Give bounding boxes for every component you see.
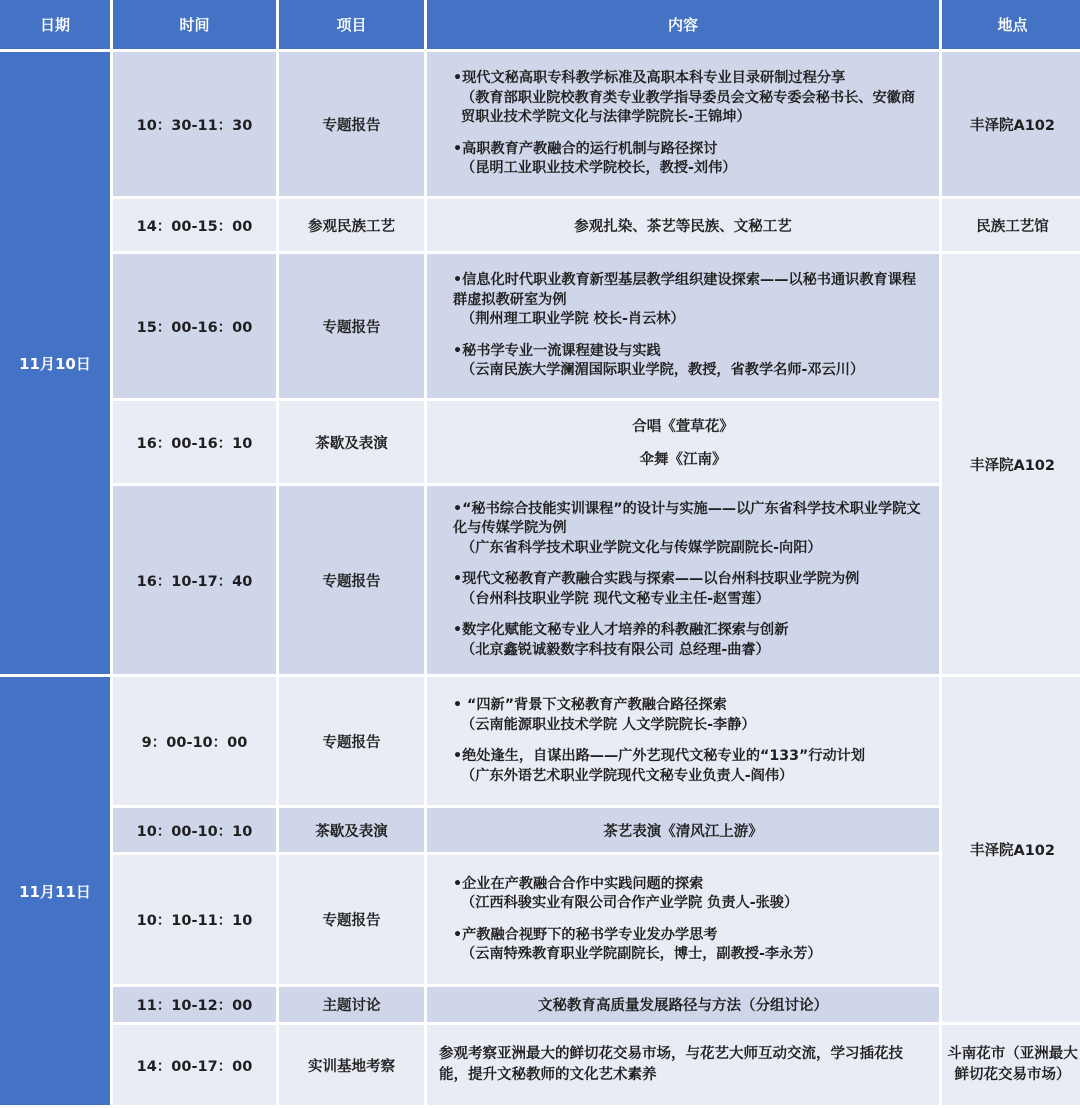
time-cell: 14：00-17：00 (113, 1025, 276, 1105)
talk-speaker: （北京鑫锐诚毅数字科技有限公司 总经理-曲睿） (461, 641, 770, 658)
time-cell: 10：30-11：30 (113, 52, 276, 196)
talk-speaker: （台州科技职业学院 现代文秘专业主任-赵雪莲） (461, 590, 770, 607)
time-cell: 16：00-16：10 (113, 401, 276, 483)
content-cell: 参观考察亚洲最大的鲜切花交易市场，与花艺大师互动交流，学习插花技能，提升文秘教师的文化艺术素养 (427, 1025, 939, 1105)
talk-item (453, 747, 865, 786)
talk-speaker: （江西科骏实业有限公司合作产业学院 负责人-张骏） (461, 895, 799, 911)
location-cell: 丰泽院A102 (942, 52, 1080, 196)
talk-speaker: （昆明工业职业技术学院校长，教授-刘伟） (461, 160, 737, 177)
talk-title: • “四新”背景下文秘教育产教融合路径探索 (453, 697, 727, 713)
talk-item (453, 875, 798, 914)
type-cell: 参观民族工艺 (279, 199, 424, 251)
talk-title: •高职教育产教融合的运行机制与路径探讨 (453, 140, 718, 157)
talk-item (453, 926, 822, 965)
talk-speaker: （云南民族大学澜湄国际职业学院，教授，省教学名师-邓云川） (461, 362, 865, 379)
talk-title: •信息化时代职业教育新型基层教学组织建设探索——以秘书通识教育课程群虚拟教研室为例 (453, 272, 917, 308)
talk-item (453, 140, 736, 179)
content-cell (427, 855, 939, 984)
talk-speaker: （广东省科学技术职业学院文化与传媒学院副院长-向阳） (461, 539, 822, 556)
type-cell: 专题报告 (279, 855, 424, 984)
talk-title: •企业在产教融合合作中实践问题的探索 (453, 875, 704, 892)
talk-item (453, 570, 859, 609)
location-cell: 民族工艺馆 (942, 199, 1080, 251)
type-cell: 专题报告 (279, 254, 424, 398)
content-cell: 文秘教育高质量发展路径与方法（分组讨论） (427, 987, 939, 1022)
content-cell (427, 52, 939, 196)
type-cell: 实训基地考察 (279, 1025, 424, 1105)
time-cell: 9：00-10：00 (113, 677, 276, 805)
content-cell (427, 677, 939, 805)
talk-speaker: （教育部职业院校教育类专业教学指导委员会文秘专委会秘书长、安徽商贸职业技术学院文化与法律学院院长-王锦坤） (461, 89, 916, 126)
type-cell: 茶歇及表演 (279, 401, 424, 483)
content-cell (427, 401, 939, 483)
talk-speaker: （云南特殊教育职业学院副院长，博士，副教授-李永芳） (461, 946, 822, 962)
date-cell-day2: 11月11日 (0, 677, 110, 1105)
time-cell: 15：00-16：00 (113, 254, 276, 398)
time-cell: 14：00-15：00 (113, 199, 276, 251)
type-cell: 专题报告 (279, 486, 424, 674)
content-cell (427, 254, 939, 398)
header-item: 项目 (279, 0, 424, 49)
time-cell: 10：00-10：10 (113, 808, 276, 852)
header-date: 日期 (0, 0, 110, 49)
talk-item (453, 271, 925, 330)
talk-speaker: （云南能源职业技术学院 人文学院院长-李静） (461, 716, 756, 733)
content-cell: 参观扎染、茶艺等民族、文秘工艺 (427, 199, 939, 251)
location-cell: 丰泽院A102 (942, 254, 1080, 674)
talk-title: •现代文秘教育产教融合实践与探索——以台州科技职业学院为例 (453, 571, 860, 588)
time-cell: 10：10-11：10 (113, 855, 276, 984)
header-time: 时间 (113, 0, 276, 49)
talk-item (453, 696, 756, 735)
talk-item (453, 342, 864, 381)
talk-speaker: （广东外语艺术职业学院现代文秘专业负责人-阎伟） (461, 767, 794, 784)
time-cell: 16：10-17：40 (113, 486, 276, 674)
talk-title: •数字化赋能文秘专业人才培养的科教融汇探索与创新 (453, 622, 789, 639)
type-cell: 专题报告 (279, 52, 424, 196)
header-content: 内容 (427, 0, 939, 49)
type-cell: 专题报告 (279, 677, 424, 805)
content-cell: 茶艺表演《清风江上游》 (427, 808, 939, 852)
date-cell-day1: 11月10日 (0, 52, 110, 674)
time-cell: 11：10-12：00 (113, 987, 276, 1022)
location-cell: 斗南花市（亚洲最大鲜切花交易市场） (942, 1025, 1080, 1105)
talk-title: •现代文秘高职专科教学标准及高职本科专业目录研制过程分享 (453, 70, 846, 87)
talk-item (453, 621, 788, 660)
talk-item (453, 500, 925, 559)
talk-title: •秘书学专业一流课程建设与实践 (453, 342, 661, 359)
content-cell (427, 486, 939, 674)
performance-item: 伞舞《江南》 (639, 452, 727, 468)
talk-title: •“秘书综合技能实训课程”的设计与实施——以广东省科学技术职业学院文化与传媒学院为例 (453, 500, 921, 537)
performance-item: 合唱《萱草花》 (632, 419, 734, 435)
talk-item (453, 69, 925, 128)
talk-title: •产教融合视野下的秘书学专业发办学思考 (453, 926, 718, 943)
header-location: 地点 (942, 0, 1080, 49)
location-cell: 丰泽院A102 (942, 677, 1080, 1022)
talk-title: •绝处逢生，自谋出路——广外艺现代文秘专业的“133”行动计划 (453, 748, 866, 764)
type-cell: 茶歇及表演 (279, 808, 424, 852)
type-cell: 主题讨论 (279, 987, 424, 1022)
talk-speaker: （荆州理工职业学院 校长-肖云林） (461, 311, 685, 328)
